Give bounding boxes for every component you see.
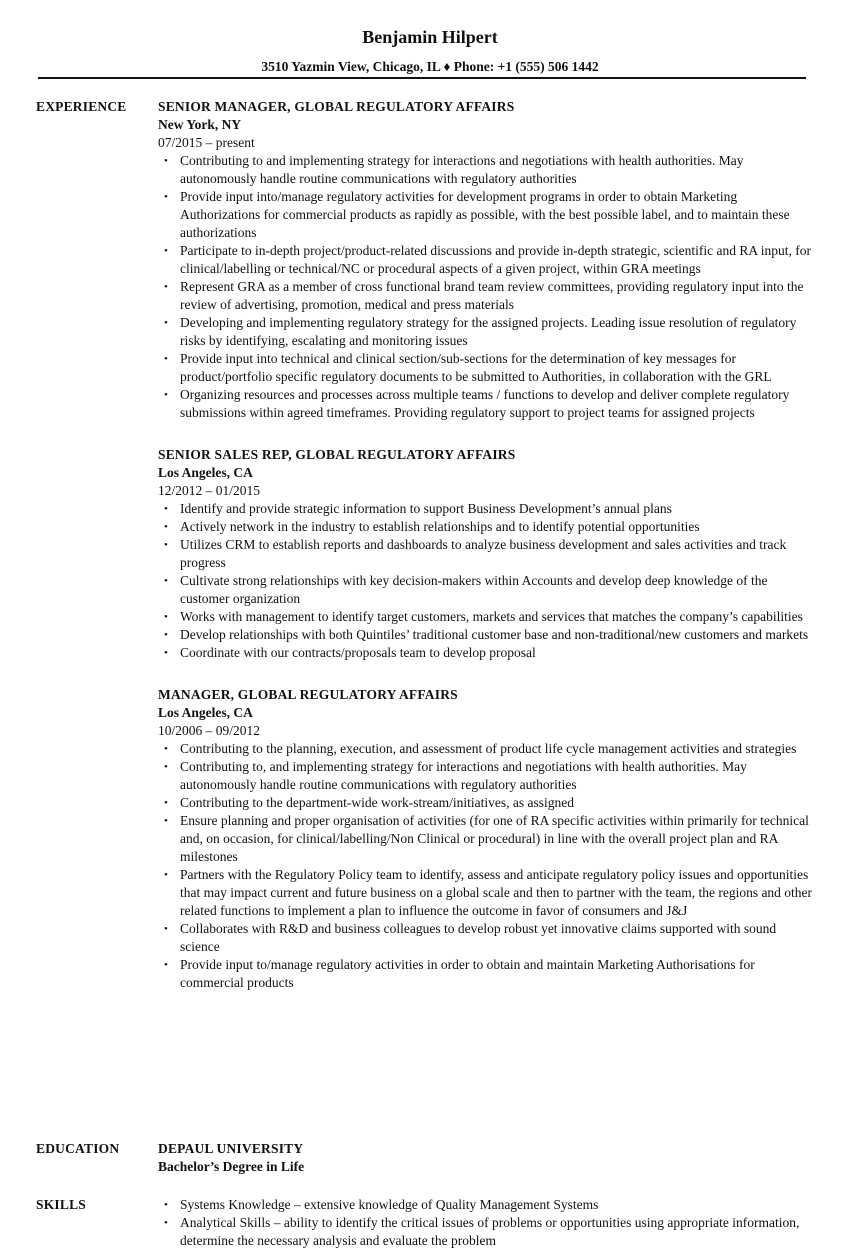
bullet-icon: • [164,191,168,203]
skills-section [158,1196,818,1250]
job-dates: 12/2012 – 01/2015 [158,483,261,498]
list-item [158,350,818,386]
experience-label: EXPERIENCE [36,99,127,114]
job-bullets [158,740,818,992]
bullet-icon: • [164,155,168,167]
bullet-text: Identify and provide strategic information to support Business Development’s annual plans [180,501,672,516]
list-item [158,608,818,626]
education-section [158,1140,818,1176]
bullet-icon: • [164,629,168,641]
bullet-icon: • [164,959,168,971]
degree: Bachelor’s Degree in Life [158,1159,305,1174]
bullet-icon: • [164,1217,168,1229]
job-location: Los Angeles, CA [158,705,253,720]
bullet-text: Cultivate strong relationships with key decision-makers within Accounts and develop deep knowledge of the customer organization [180,573,768,606]
bullet-icon: • [164,1199,168,1211]
list-item [158,920,818,956]
bullet-text: Provide input to/manage regulatory activities in order to obtain and maintain Marketing Authorisations for commercial products [180,957,755,990]
list-item [158,812,818,866]
bullet-icon: • [164,761,168,773]
list-item [158,242,818,278]
job-bullets [158,500,818,662]
job-title: SENIOR SALES REP, GLOBAL REGULATORY AFFAIRS [158,447,516,462]
skill-text: Analytical Skills – ability to identify the critical issues of problems or opportunities using appropriate information, determine the necessary analysis and evaluate the problem [180,1215,800,1248]
job-bullets [158,152,818,422]
bullet-icon: • [164,611,168,623]
bullet-icon: • [164,647,168,659]
bullet-text: Develop relationships with both Quintiles’ traditional customer base and non-traditional/new customers and markets [180,627,809,642]
bullet-icon: • [164,869,168,881]
bullet-icon: • [164,353,168,365]
bullet-text: Provide input into technical and clinical section/sub-sections for the determination of key messages for product/portfolio specific regulatory documents to be submitted to Authorities, in collaboration with the GRL [180,351,772,384]
bullet-icon: • [164,389,168,401]
school-name: DEPAUL UNIVERSITY [158,1141,304,1156]
bullet-text: Partners with the Regulatory Policy team to identify, assess and anticipate regulatory policy issues and opportunities that may impact current and future business on a global scale and then to partner with the team, the regions and other related functions to implement a plan to influence the outcome in favor of consumers and J&J [180,867,813,918]
education-label: EDUCATION [36,1141,120,1156]
list-item [158,518,818,536]
bullet-text: Contributing to, and implementing strategy for interactions and negotiations with health authorities. May autonomously handle routine communications with regulatory authorities [180,759,747,792]
bullet-icon: • [164,503,168,515]
bullet-icon: • [164,317,168,329]
job-entry [158,446,818,662]
header-divider [38,77,806,79]
job-title: SENIOR MANAGER, GLOBAL REGULATORY AFFAIRS [158,99,515,114]
list-item [158,644,818,662]
bullet-text: Contributing to the department-wide work-stream/initiatives, as assigned [180,795,575,810]
list-item [158,572,818,608]
bullet-text: Contributing to and implementing strategy for interactions and negotiations with health authorities. May autonomously handle routine communications with regulatory authorities [180,153,744,186]
contact-line: 3510 Yazmin View, Chicago, IL ♦ Phone: +1 (555) 506 1442 [261,59,599,74]
job-entry [158,98,818,422]
bullet-icon: • [164,923,168,935]
bullet-icon: • [164,539,168,551]
bullet-text: Utilizes CRM to establish reports and dashboards to analyze business development and sales activities and track progress [180,537,787,570]
bullet-icon: • [164,575,168,587]
list-item [158,152,818,188]
list-item [158,314,818,350]
bullet-text: Works with management to identify target customers, markets and services that matches the company’s capabilities [180,609,803,624]
bullet-text: Contributing to the planning, execution, and assessment of product life cycle management activities and strategies [180,741,797,756]
list-item [158,626,818,644]
list-item [158,1196,818,1214]
job-entry [158,686,818,992]
list-item [158,500,818,518]
list-item [158,536,818,572]
list-item [158,188,818,242]
bullet-text: Actively network in the industry to establish relationships and to identify potential opportunities [180,519,700,534]
job-location: Los Angeles, CA [158,465,253,480]
bullet-text: Coordinate with our contracts/proposals team to develop proposal [180,645,536,660]
bullet-icon: • [164,245,168,257]
list-item [158,794,818,812]
list-item [158,866,818,920]
candidate-name: Benjamin Hilpert [362,27,498,47]
list-item [158,386,818,422]
skills-list [158,1196,818,1250]
list-item [158,758,818,794]
bullet-icon: • [164,797,168,809]
bullet-text: Represent GRA as a member of cross functional brand team review committees, providing regulatory input into the review of advertising, promotion, medical and press materials [180,279,804,312]
bullet-text: Provide input into/manage regulatory activities for development programs in order to obtain Marketing Authorizations for commercial products as rapidly as possible, with the best possible label, and to maintain these authorizations [180,189,790,240]
bullet-text: Collaborates with R&D and business colleagues to develop robust yet innovative claims supported with sound science [180,921,777,954]
list-item [158,278,818,314]
bullet-icon: • [164,743,168,755]
list-item [158,1214,818,1250]
list-item [158,740,818,758]
job-dates: 10/2006 – 09/2012 [158,723,261,738]
bullet-icon: • [164,815,168,827]
job-title: MANAGER, GLOBAL REGULATORY AFFAIRS [158,687,458,702]
bullet-text: Ensure planning and proper organisation of activities (for one of RA specific activities within primarily for technical and, on occasion, for clinical/labelling/Non Clinical or procedural) in line with the overall project plan and RA milestones [180,813,809,864]
bullet-text: Organizing resources and processes across multiple teams / functions to develop and deliver complete regulatory submissions within agreed timeframes. Providing regulatory support to project teams for assigned projects [180,387,790,420]
job-list [158,98,818,992]
list-item [158,956,818,992]
bullet-text: Participate to in-depth project/product-related discussions and provide in-depth strategic, scientific and RA input, for clinical/labelling or technical/NC or procedural aspects of a given project, within GRA meetings [180,243,811,276]
skill-text: Systems Knowledge – extensive knowledge of Quality Management Systems [180,1197,599,1212]
job-location: New York, NY [158,117,242,132]
job-dates: 07/2015 – present [158,135,255,150]
bullet-icon: • [164,281,168,293]
bullet-icon: • [164,521,168,533]
experience-section [158,98,818,992]
skills-label: SKILLS [36,1197,86,1212]
bullet-text: Developing and implementing regulatory strategy for the assigned projects. Leading issue resolution of regulatory risks by identifying, escalating and monitoring issues [180,315,797,348]
